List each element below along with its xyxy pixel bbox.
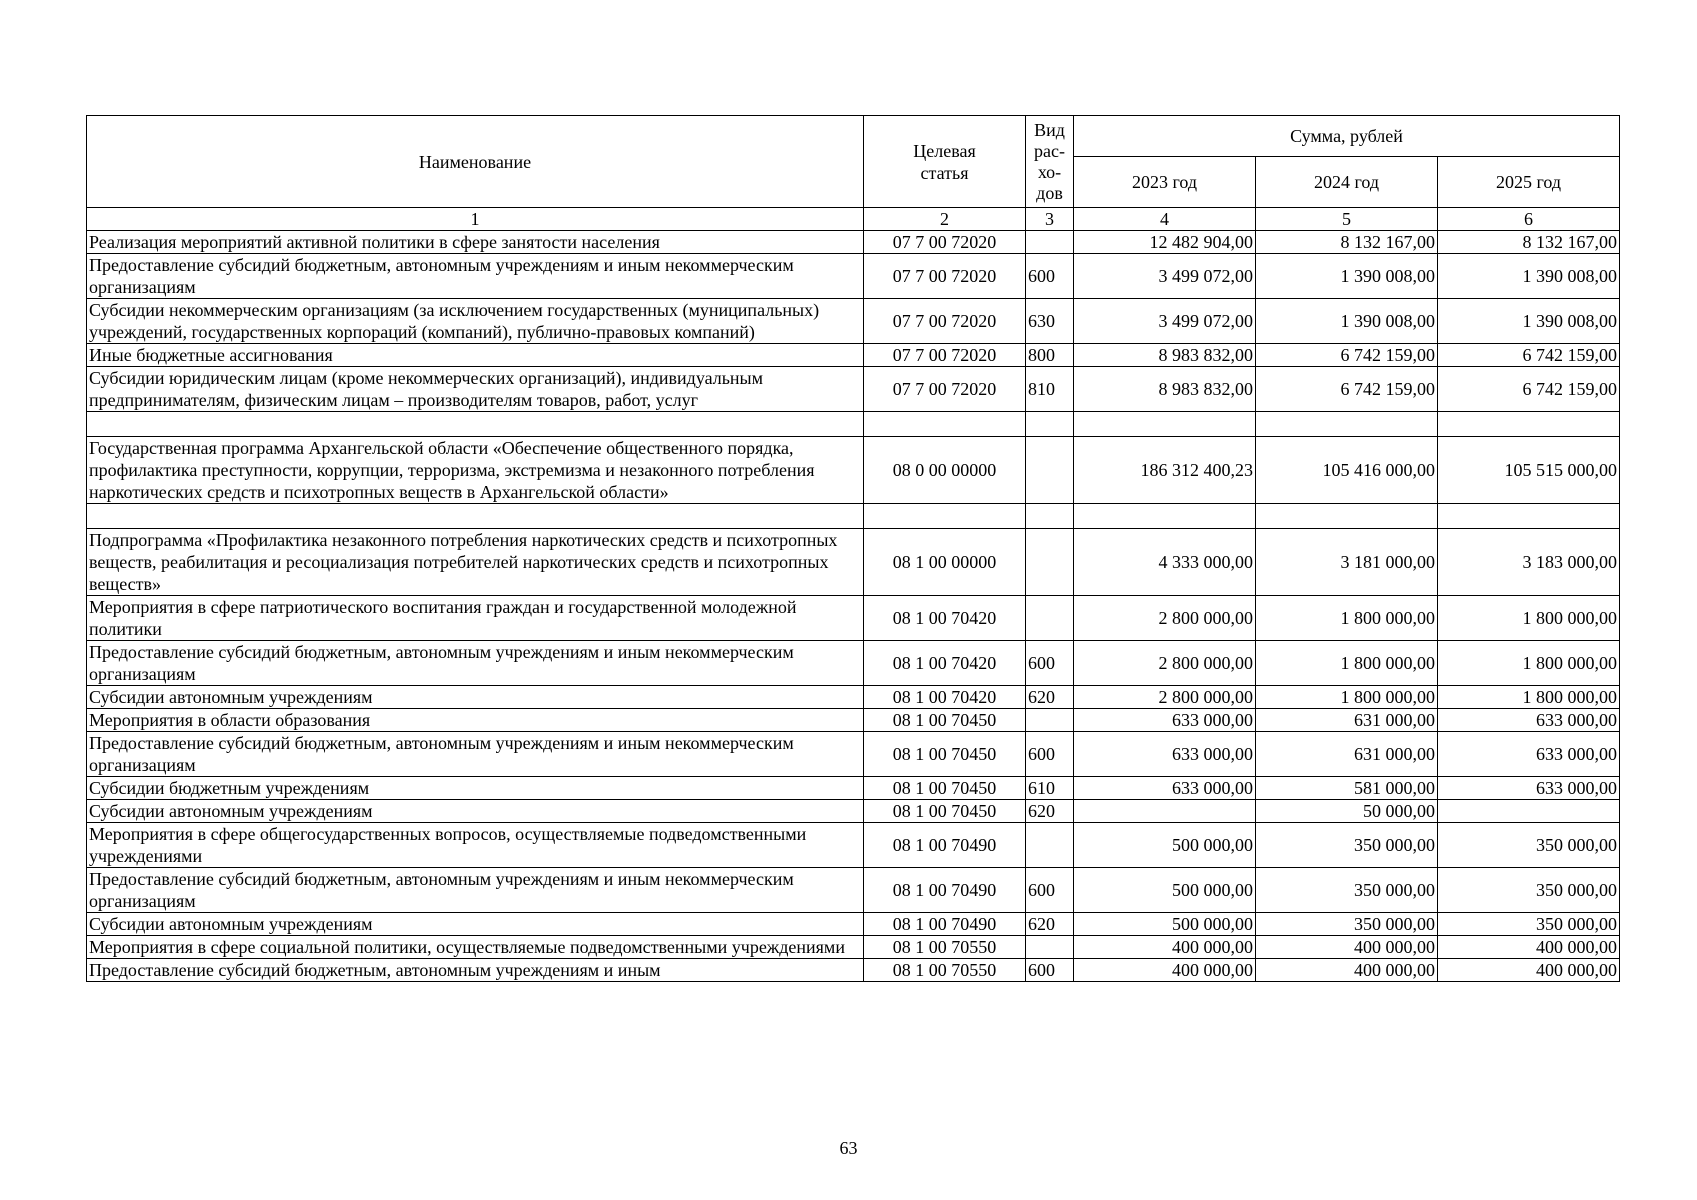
row-target-article-cell (864, 504, 1026, 529)
row-sum-2024-cell: 581 000,00 (1256, 777, 1438, 800)
row-sum-2025-cell: 8 132 167,00 (1438, 231, 1620, 254)
row-name-cell: Субсидии автономным учреждениям (87, 800, 864, 823)
row-expense-type-cell: 610 (1026, 777, 1074, 800)
row-sum-2025-cell: 400 000,00 (1438, 959, 1620, 982)
header-expense-type (1026, 116, 1074, 208)
header-year-2023: 2023 год (1074, 157, 1256, 208)
header-sum: Сумма, рублей (1074, 116, 1620, 157)
row-target-article-cell: 08 1 00 70490 (864, 868, 1026, 913)
row-name-cell: Субсидии некоммерческим организациям (за исключением государственных (муниципальных) учреждений, государственных корпораций (компаний), публично-правовых компаний) (87, 299, 864, 344)
row-sum-2025-cell: 400 000,00 (1438, 936, 1620, 959)
row-name-cell: Государственная программа Архангельской области «Обеспечение общественного порядка, профилактика преступности, коррупции, терроризма, экстремизма и незаконного потребления наркотических средств и психотропных веществ в Архангельской области» (87, 437, 864, 504)
row-sum-2025-cell (1438, 504, 1620, 529)
row-expense-type-cell (1026, 529, 1074, 596)
column-number: 3 (1026, 208, 1074, 231)
row-target-article-cell: 08 1 00 70420 (864, 686, 1026, 709)
table-row (87, 959, 1620, 982)
row-sum-2024-cell: 1 390 008,00 (1256, 299, 1438, 344)
row-name-cell: Мероприятия в сфере социальной политики, осуществляемые подведомственными учреждениями (87, 936, 864, 959)
row-name-cell: Субсидии автономным учреждениям (87, 913, 864, 936)
row-target-article-cell: 08 1 00 70450 (864, 732, 1026, 777)
row-name-cell: Предоставление субсидий бюджетным, автономным учреждениям и иным некоммерческим организациям (87, 641, 864, 686)
row-expense-type-cell: 600 (1026, 254, 1074, 299)
row-sum-2024-cell: 631 000,00 (1256, 732, 1438, 777)
header-year-2025: 2025 год (1438, 157, 1620, 208)
row-sum-2025-cell: 1 800 000,00 (1438, 641, 1620, 686)
row-expense-type-cell: 600 (1026, 868, 1074, 913)
row-sum-2024-cell: 1 390 008,00 (1256, 254, 1438, 299)
table-row (87, 254, 1620, 299)
row-name-cell: Субсидии юридическим лицам (кроме некоммерческих организаций), индивидуальным предпринимателям, физическим лицам – производителям товаров, работ, услуг (87, 367, 864, 412)
row-name-cell: Иные бюджетные ассигнования (87, 344, 864, 367)
row-expense-type-cell (1026, 823, 1074, 868)
row-expense-type-cell: 600 (1026, 641, 1074, 686)
row-sum-2023-cell: 2 800 000,00 (1074, 641, 1256, 686)
table-body (87, 231, 1620, 982)
row-sum-2023-cell: 500 000,00 (1074, 868, 1256, 913)
row-target-article-cell: 08 1 00 70550 (864, 936, 1026, 959)
column-number: 5 (1256, 208, 1438, 231)
row-sum-2023-cell: 186 312 400,23 (1074, 437, 1256, 504)
table-row (87, 823, 1620, 868)
column-numbers-row (87, 208, 1620, 231)
row-sum-2023-cell: 500 000,00 (1074, 913, 1256, 936)
table-row (87, 800, 1620, 823)
header-expense-type-line: Вид (1034, 119, 1065, 140)
row-expense-type-cell: 620 (1026, 800, 1074, 823)
row-sum-2023-cell: 2 800 000,00 (1074, 596, 1256, 641)
row-expense-type-cell: 630 (1026, 299, 1074, 344)
table-row (87, 231, 1620, 254)
header-name: Наименование (87, 116, 864, 208)
row-target-article-cell: 08 0 00 00000 (864, 437, 1026, 504)
row-sum-2024-cell: 105 416 000,00 (1256, 437, 1438, 504)
row-sum-2025-cell: 6 742 159,00 (1438, 344, 1620, 367)
row-sum-2025-cell (1438, 800, 1620, 823)
row-name-cell: Субсидии бюджетным учреждениям (87, 777, 864, 800)
row-sum-2024-cell: 3 181 000,00 (1256, 529, 1438, 596)
row-sum-2023-cell: 633 000,00 (1074, 709, 1256, 732)
row-sum-2023-cell: 500 000,00 (1074, 823, 1256, 868)
row-sum-2025-cell: 1 800 000,00 (1438, 686, 1620, 709)
table-row (87, 686, 1620, 709)
table-row (87, 732, 1620, 777)
row-sum-2025-cell: 350 000,00 (1438, 868, 1620, 913)
row-sum-2024-cell (1256, 504, 1438, 529)
row-name-cell: Мероприятия в сфере общегосударственных вопросов, осуществляемые подведомственными учреждениями (87, 823, 864, 868)
row-name-cell (87, 412, 864, 437)
row-name-cell: Предоставление субсидий бюджетным, автономным учреждениям и иным некоммерческим организациям (87, 254, 864, 299)
row-expense-type-cell (1026, 437, 1074, 504)
row-target-article-cell: 07 7 00 72020 (864, 344, 1026, 367)
table-row (87, 709, 1620, 732)
row-expense-type-cell (1026, 412, 1074, 437)
row-sum-2023-cell: 633 000,00 (1074, 732, 1256, 777)
row-expense-type-cell: 800 (1026, 344, 1074, 367)
row-sum-2023-cell: 8 983 832,00 (1074, 344, 1256, 367)
row-sum-2023-cell (1074, 800, 1256, 823)
header-expense-type-line: хо- (1037, 161, 1062, 182)
row-expense-type-cell (1026, 709, 1074, 732)
row-sum-2024-cell: 350 000,00 (1256, 868, 1438, 913)
row-sum-2025-cell: 350 000,00 (1438, 913, 1620, 936)
row-expense-type-cell (1026, 596, 1074, 641)
row-target-article-cell: 07 7 00 72020 (864, 367, 1026, 412)
row-target-article-cell: 08 1 00 70490 (864, 913, 1026, 936)
row-sum-2023-cell: 12 482 904,00 (1074, 231, 1256, 254)
column-number: 1 (87, 208, 864, 231)
row-sum-2025-cell: 633 000,00 (1438, 732, 1620, 777)
row-sum-2025-cell: 1 390 008,00 (1438, 254, 1620, 299)
table-row (87, 868, 1620, 913)
row-sum-2023-cell (1074, 504, 1256, 529)
row-sum-2023-cell: 2 800 000,00 (1074, 686, 1256, 709)
row-target-article-cell: 08 1 00 70420 (864, 641, 1026, 686)
row-name-cell (87, 504, 864, 529)
row-target-article-cell: 07 7 00 72020 (864, 254, 1026, 299)
row-sum-2023-cell: 400 000,00 (1074, 959, 1256, 982)
row-sum-2024-cell: 50 000,00 (1256, 800, 1438, 823)
table-row (87, 367, 1620, 412)
row-sum-2025-cell: 633 000,00 (1438, 709, 1620, 732)
table-row (87, 344, 1620, 367)
row-sum-2023-cell: 3 499 072,00 (1074, 254, 1256, 299)
row-sum-2024-cell: 631 000,00 (1256, 709, 1438, 732)
row-expense-type-cell: 810 (1026, 367, 1074, 412)
row-sum-2024-cell: 6 742 159,00 (1256, 367, 1438, 412)
row-sum-2024-cell: 8 132 167,00 (1256, 231, 1438, 254)
row-sum-2023-cell: 633 000,00 (1074, 777, 1256, 800)
row-expense-type-cell: 620 (1026, 913, 1074, 936)
row-name-cell: Субсидии автономным учреждениям (87, 686, 864, 709)
row-sum-2024-cell: 400 000,00 (1256, 936, 1438, 959)
row-expense-type-cell: 600 (1026, 732, 1074, 777)
row-sum-2023-cell: 8 983 832,00 (1074, 367, 1256, 412)
spacer-row (87, 504, 1620, 529)
column-number: 6 (1438, 208, 1620, 231)
row-name-cell: Предоставление субсидий бюджетным, автономным учреждениям и иным некоммерческим организациям (87, 732, 864, 777)
table-header (87, 116, 1620, 231)
row-sum-2024-cell: 1 800 000,00 (1256, 596, 1438, 641)
table-row (87, 529, 1620, 596)
row-target-article-cell: 08 1 00 00000 (864, 529, 1026, 596)
row-target-article-cell: 07 7 00 72020 (864, 299, 1026, 344)
table-row (87, 913, 1620, 936)
page-number: 63 (839, 1138, 858, 1158)
header-target-article-text: Целевая статья (913, 140, 976, 183)
row-sum-2024-cell (1256, 412, 1438, 437)
row-sum-2023-cell (1074, 412, 1256, 437)
row-target-article-cell: 08 1 00 70490 (864, 823, 1026, 868)
row-target-article-cell (864, 412, 1026, 437)
header-year-2024: 2024 год (1256, 157, 1438, 208)
table-row (87, 641, 1620, 686)
row-target-article-cell: 08 1 00 70450 (864, 709, 1026, 732)
row-sum-2024-cell: 400 000,00 (1256, 959, 1438, 982)
table-row (87, 596, 1620, 641)
row-sum-2025-cell: 3 183 000,00 (1438, 529, 1620, 596)
budget-table (86, 115, 1620, 982)
row-target-article-cell: 07 7 00 72020 (864, 231, 1026, 254)
header-expense-type-line: рас- (1034, 140, 1065, 161)
row-name-cell: Мероприятия в области образования (87, 709, 864, 732)
table-row (87, 777, 1620, 800)
row-target-article-cell: 08 1 00 70450 (864, 800, 1026, 823)
table-row (87, 299, 1620, 344)
row-sum-2025-cell: 1 800 000,00 (1438, 596, 1620, 641)
row-name-cell: Реализация мероприятий активной политики в сфере занятости населения (87, 231, 864, 254)
row-sum-2024-cell: 350 000,00 (1256, 913, 1438, 936)
row-sum-2025-cell: 1 390 008,00 (1438, 299, 1620, 344)
row-sum-2024-cell: 1 800 000,00 (1256, 686, 1438, 709)
row-name-cell: Предоставление субсидий бюджетным, автономным учреждениям и иным (87, 959, 864, 982)
table-row (87, 936, 1620, 959)
row-expense-type-cell (1026, 231, 1074, 254)
column-number: 4 (1074, 208, 1256, 231)
row-expense-type-cell (1026, 504, 1074, 529)
row-sum-2025-cell: 105 515 000,00 (1438, 437, 1620, 504)
row-sum-2024-cell: 6 742 159,00 (1256, 344, 1438, 367)
row-name-cell: Подпрограмма «Профилактика незаконного потребления наркотических средств и психотропных веществ, реабилитация и ресоциализация потребителей наркотических средств и психотропных веществ» (87, 529, 864, 596)
row-target-article-cell: 08 1 00 70420 (864, 596, 1026, 641)
header-target-article (864, 116, 1026, 208)
row-sum-2023-cell: 3 499 072,00 (1074, 299, 1256, 344)
row-sum-2025-cell (1438, 412, 1620, 437)
spacer-row (87, 412, 1620, 437)
row-target-article-cell: 08 1 00 70550 (864, 959, 1026, 982)
row-target-article-cell: 08 1 00 70450 (864, 777, 1026, 800)
row-expense-type-cell (1026, 936, 1074, 959)
row-sum-2025-cell: 633 000,00 (1438, 777, 1620, 800)
row-expense-type-cell: 620 (1026, 686, 1074, 709)
table-row (87, 437, 1620, 504)
row-sum-2023-cell: 4 333 000,00 (1074, 529, 1256, 596)
row-name-cell: Мероприятия в сфере патриотического воспитания граждан и государственной молодежной политики (87, 596, 864, 641)
header-expense-type-line: дов (1036, 182, 1063, 203)
row-sum-2025-cell: 6 742 159,00 (1438, 367, 1620, 412)
row-sum-2024-cell: 350 000,00 (1256, 823, 1438, 868)
row-name-cell: Предоставление субсидий бюджетным, автономным учреждениям и иным некоммерческим организациям (87, 868, 864, 913)
column-number: 2 (864, 208, 1026, 231)
row-sum-2025-cell: 350 000,00 (1438, 823, 1620, 868)
row-sum-2024-cell: 1 800 000,00 (1256, 641, 1438, 686)
row-expense-type-cell: 600 (1026, 959, 1074, 982)
row-sum-2023-cell: 400 000,00 (1074, 936, 1256, 959)
